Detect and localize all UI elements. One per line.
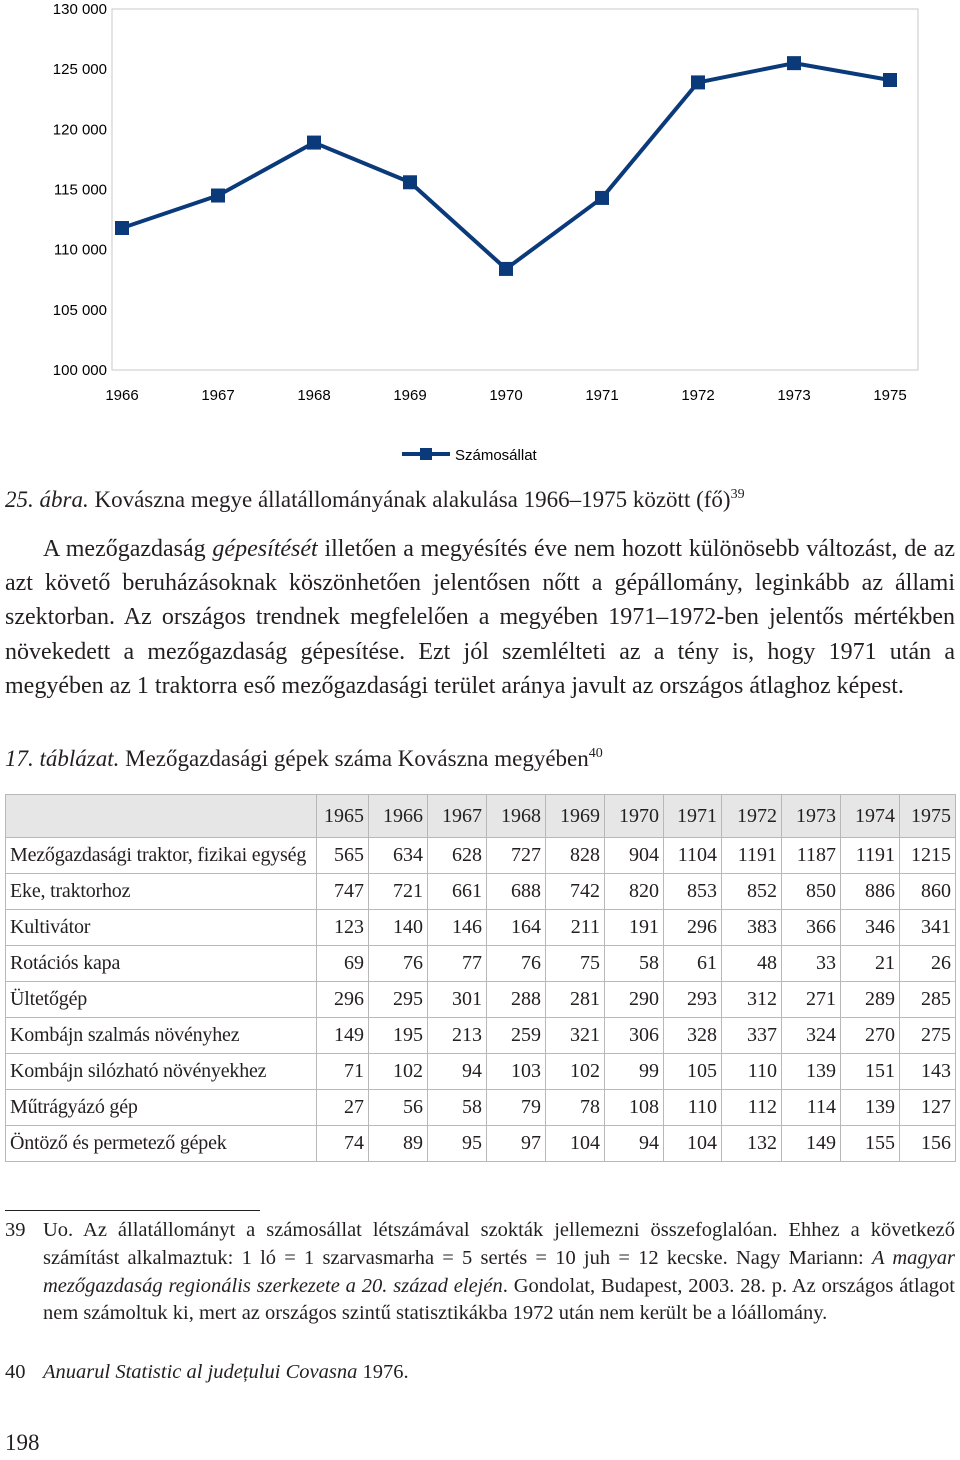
table-cell: 688 [487,874,546,910]
table-cell: 211 [546,910,605,946]
table-cell: 191 [605,910,664,946]
table-caption-text: Mezőgazdasági gépek száma Kovászna megyében [119,746,589,771]
table-cell: 132 [722,1126,782,1162]
table-cell: 156 [900,1126,956,1162]
table-cell: 270 [841,1018,900,1054]
table-cell: 114 [782,1090,841,1126]
table-cell: 346 [841,910,900,946]
table-row [6,982,956,1018]
table-cell: 102 [369,1054,428,1090]
table-caption-label: 17. táblázat. [5,746,120,771]
y-axis [53,1,107,379]
year-header: 1968 [487,795,546,838]
table-cell: 77 [428,946,487,982]
year-header: 1966 [369,795,428,838]
table-cell: 95 [428,1126,487,1162]
table-cell: 1104 [664,838,722,874]
table-cell: 21 [841,946,900,982]
data-point [883,73,897,87]
table-cell: 48 [722,946,782,982]
footnote-text: Uo. Az állatállományt a számosállat létszámával szokták jellemezni összefoglalóan. Ehhez a következő számítást alkalmaztuk: 1 ló = 1 szarvasmarha = 5 sertés = 10 juh = 12 kecske. Nagy Mariann: [43,1219,955,1269]
year-header: 1975 [900,795,956,838]
footnote-39 [5,1217,955,1328]
table-cell: 79 [487,1090,546,1126]
table-row [6,1018,956,1054]
table-cell: 1191 [841,838,900,874]
table-cell: 139 [841,1090,900,1126]
x-tick-label: 1972 [681,387,715,404]
table-cell: 1215 [900,838,956,874]
table-cell: 337 [722,1018,782,1054]
table-cell: 853 [664,874,722,910]
footnote-text: . Gondolat, Budapest, 2003. 28. p. Az országos átlagot nem számoltuk ki, mert az országos szintű statisztikákba 1972 után nem került be a lóállomány. [43,1274,955,1325]
table-cell: 94 [428,1054,487,1090]
paragraph-text-1: A mezőgazdaság [43,536,213,562]
x-tick-label: 1968 [297,387,331,404]
page-number: 198 [5,1430,40,1455]
table-cell: 140 [369,910,428,946]
y-tick-label: 115 000 [53,181,107,199]
data-point [787,56,801,70]
series-line [122,63,890,269]
paragraph-text-2: illetően a megyésítés éve nem hozott különösebb változást, de az azt követő beruházásoknak köszönhetően jelentősen nőtt a gépállomány, leginkább az állami szektorban. Az országos trendnek megfelelően a megyében 1971–1972-ben jelentős mértékben növekedett a mezőgazdaság gépesítése. Ezt jól szemlélteti az a tény is, hogy 1971 után a megyében az 1 traktorra eső mezőgazdasági terület aránya javult az országos átlaghoz képest. [5,536,955,699]
x-tick-label: 1970 [489,387,523,404]
row-label: Rotációs kapa [6,946,317,982]
row-label: Mezőgazdasági traktor, fizikai egység [6,838,317,874]
table-cell: 103 [487,1054,546,1090]
footnote-number: 40 [5,1361,26,1383]
table-cell: 69 [317,946,369,982]
table-caption-footnote-ref: 40 [588,746,603,761]
table-cell: 366 [782,910,841,946]
y-tick-label: 130 000 [52,1,107,18]
machines-table [5,794,956,1162]
year-header: 1972 [722,795,782,838]
figure-caption-label: 25. ábra. [5,487,89,512]
row-label: Kombájn silózható növényekhez [6,1054,317,1090]
row-label: Műtrágyázó gép [6,1090,317,1126]
year-header: 1974 [841,795,900,838]
table-cell: 110 [664,1090,722,1126]
table-cell: 383 [722,910,782,946]
table-cell: 108 [605,1090,664,1126]
y-tick-label: 105 000 [52,301,107,319]
table-cell: 123 [317,910,369,946]
table-cell: 26 [900,946,956,982]
plot-area [112,9,918,370]
table-cell: 634 [369,838,428,874]
row-label: Kombájn szalmás növényhez [6,1018,317,1054]
table-cell: 301 [428,982,487,1018]
table-cell: 727 [487,838,546,874]
table-cell: 149 [782,1126,841,1162]
year-header: 1967 [428,795,487,838]
x-tick-label: 1971 [585,387,619,404]
table-cell: 852 [722,874,782,910]
table-cell: 271 [782,982,841,1018]
year-header: 1970 [605,795,664,838]
table-row [6,838,956,874]
table-cell: 904 [605,838,664,874]
row-label: Eke, traktorhoz [6,874,317,910]
table-cell: 75 [546,946,605,982]
table-cell: 860 [900,874,956,910]
table-cell: 213 [428,1018,487,1054]
table-body [6,838,956,1162]
x-tick-label: 1966 [105,387,139,404]
table-cell: 97 [487,1126,546,1162]
table-cell: 886 [841,874,900,910]
table-header-corner [6,795,317,838]
table-cell: 295 [369,982,428,1018]
table-cell: 281 [546,982,605,1018]
table-cell: 275 [900,1018,956,1054]
year-header: 1965 [317,795,369,838]
table-cell: 94 [605,1126,664,1162]
table-cell: 105 [664,1054,722,1090]
x-tick-label: 1975 [873,387,907,404]
table-row [6,910,956,946]
year-header: 1971 [664,795,722,838]
table-header-row [6,795,956,838]
footnote-italic: A magyar mezőgazdaság regionális szerkezete a 20. század elején [43,1246,955,1297]
table-row [6,1090,956,1126]
table-cell: 296 [664,910,722,946]
table-cell: 747 [317,874,369,910]
table-cell: 58 [428,1090,487,1126]
footnote-40 [5,1359,955,1387]
data-point [211,189,225,203]
row-label: Ültetőgép [6,982,317,1018]
table-cell: 78 [546,1090,605,1126]
table-caption [5,744,955,774]
table-cell: 102 [546,1054,605,1090]
data-point [403,175,417,189]
table-row [6,1054,956,1090]
paragraph-italic: gépesítését [212,536,318,562]
row-label: Öntöző és permetező gépek [6,1126,317,1162]
table-cell: 27 [317,1090,369,1126]
x-tick-label: 1969 [393,387,427,404]
table-cell: 143 [900,1054,956,1090]
table-cell: 89 [369,1126,428,1162]
y-tick-label: 120 000 [52,121,107,139]
table-cell: 74 [317,1126,369,1162]
x-tick-label: 1967 [201,387,235,404]
table-cell: 312 [722,982,782,1018]
table-row [6,874,956,910]
data-point [115,221,129,235]
table-cell: 99 [605,1054,664,1090]
table-cell: 324 [782,1018,841,1054]
data-point [595,191,609,205]
table-cell: 71 [317,1054,369,1090]
year-header: 1973 [782,795,841,838]
data-point [307,136,321,150]
table-cell: 259 [487,1018,546,1054]
table-cell: 742 [546,874,605,910]
y-tick-label: 110 000 [53,241,107,259]
footnote-italic: Anuarul Statistic al județului Covasna [43,1361,358,1383]
table-cell: 285 [900,982,956,1018]
data-point [499,262,513,276]
table-cell: 289 [841,982,900,1018]
table-cell: 139 [782,1054,841,1090]
table-cell: 828 [546,838,605,874]
table-cell: 195 [369,1018,428,1054]
figure-caption-text: Kovászna megye állatállományának alakulása 1966–1975 között (fő) [88,487,731,512]
figure-caption-footnote-ref: 39 [730,487,745,502]
table-cell: 61 [664,946,722,982]
table-cell: 341 [900,910,956,946]
x-axis [105,387,906,404]
year-header: 1969 [546,795,605,838]
row-label: Kultivátor [6,910,317,946]
table-cell: 76 [369,946,428,982]
y-tick-label: 100 000 [52,362,107,379]
table-cell: 850 [782,874,841,910]
x-tick-label: 1973 [777,387,811,404]
table-cell: 104 [546,1126,605,1162]
table-row [6,946,956,982]
livestock-line-chart [0,0,960,470]
body-paragraph [5,532,955,703]
table-cell: 155 [841,1126,900,1162]
figure-caption [5,485,955,515]
table-row [6,1126,956,1162]
table-cell: 149 [317,1018,369,1054]
table-cell: 1187 [782,838,841,874]
table-cell: 33 [782,946,841,982]
table-cell: 661 [428,874,487,910]
table-cell: 56 [369,1090,428,1126]
table-cell: 146 [428,910,487,946]
footnote-separator [5,1210,260,1211]
legend-label: Számosállat [455,447,537,464]
table-cell: 110 [722,1054,782,1090]
table-cell: 293 [664,982,722,1018]
table-cell: 127 [900,1090,956,1126]
table-cell: 104 [664,1126,722,1162]
table-cell: 628 [428,838,487,874]
table-cell: 328 [664,1018,722,1054]
legend-marker [420,448,432,460]
table-cell: 565 [317,838,369,874]
table-cell: 820 [605,874,664,910]
table-cell: 721 [369,874,428,910]
footnote-text: 1976. [357,1361,409,1383]
table-cell: 164 [487,910,546,946]
table-cell: 288 [487,982,546,1018]
data-point [691,75,705,89]
table-cell: 58 [605,946,664,982]
table-cell: 151 [841,1054,900,1090]
table-cell: 321 [546,1018,605,1054]
chart-svg [0,0,960,470]
footnote-number: 39 [5,1219,26,1241]
legend [402,447,538,464]
y-tick-label: 125 000 [52,61,107,79]
table-cell: 306 [605,1018,664,1054]
table-cell: 76 [487,946,546,982]
table-cell: 112 [722,1090,782,1126]
table-cell: 290 [605,982,664,1018]
table-cell: 1191 [722,838,782,874]
table-cell: 296 [317,982,369,1018]
